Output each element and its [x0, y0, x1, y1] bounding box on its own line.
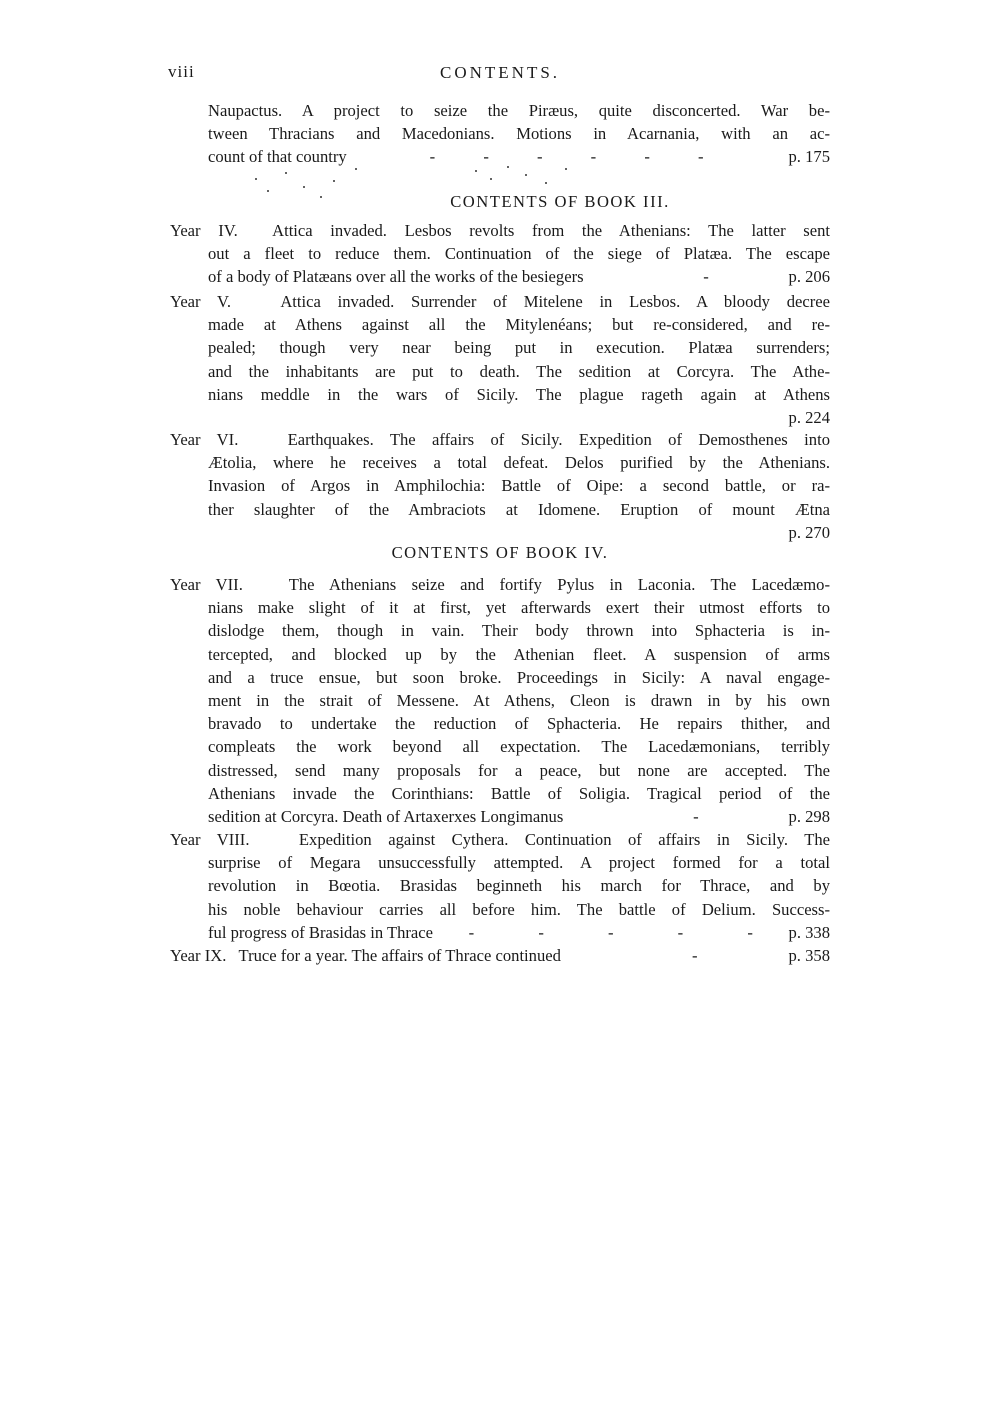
entry-line [170, 573, 830, 596]
page-ref: p. 298 [788, 806, 830, 826]
book-3-heading: CONTENTS OF BOOK III. [450, 192, 670, 211]
leader-dashes: - - - - - [468, 922, 783, 942]
speck [525, 174, 527, 176]
speck [545, 182, 547, 184]
entry-line: tercepted, and blocked up by the Athenian fleet. A suspension of arms [208, 644, 830, 664]
entry-line: Ætolia, where he receives a total defeat. Delos purified by the Athenians. [208, 453, 830, 473]
entry-line: Invasion of Argos in Amphilochia: Battle of Oipe: a second battle, or ra- [208, 476, 830, 496]
entry-line: Athenians invade the Corinthians: Battle of Soligia. Tragical period of the [208, 783, 830, 803]
page-ref: p. 175 [788, 147, 830, 167]
entry-line [170, 290, 830, 313]
entry-line: ment in the strait of Messene. At Athens, Cleon is drawn in by his own [208, 690, 830, 710]
page-number: viii [168, 62, 195, 81]
speck [333, 180, 335, 182]
entry-line: bravado to undertake the reduction of Sphacteria. He repairs thither, and [208, 714, 830, 734]
entry-line [170, 265, 830, 288]
page-ref: p. 224 [788, 407, 830, 427]
speck [255, 178, 257, 180]
entry-line: and the inhabitants are put to death. The sedition at Corcyra. The Athe- [208, 361, 830, 381]
page-ref: p. 270 [788, 522, 830, 542]
entry-year-vi [170, 428, 830, 544]
leader-dash: - [703, 267, 709, 287]
year-label: Year VII. [170, 575, 243, 594]
speck [507, 166, 509, 168]
year-label: Year VI. [170, 430, 239, 449]
speck [355, 168, 357, 170]
year-label: Year V. [170, 292, 232, 311]
entry-year-vii [170, 573, 830, 828]
entry-line [170, 921, 830, 944]
entry-line: tween Thracians and Macedonians. Motions in Acarnania, with an ac- [208, 124, 830, 144]
entry-line: surprise of Megara unsuccessfully attempted. A project formed for a total [208, 853, 830, 873]
entry-text: ful progress of Brasidas in Thrace [208, 922, 434, 942]
book-4-heading: CONTENTS OF BOOK IV. [391, 543, 609, 562]
entry-text: of a body of Platæans over all the works of the besiegers [208, 267, 584, 287]
entry-line: out a fleet to reduce them. Continuation of the siege of Platæa. The escape [208, 244, 830, 264]
entry-year-viii [170, 828, 830, 944]
entry-year-iv [170, 219, 830, 289]
entry-line: Naupactus. A project to seize the Piræus, quite disconcerted. War be- [208, 101, 830, 120]
entry-line: and a truce ensue, but soon broke. Proceedings in Sicily: A naval engage- [208, 667, 830, 687]
entry-text: The Athenians seize and fortify Pylus in Laconia. The Lacedæmo- [288, 575, 830, 594]
speck [303, 186, 305, 188]
entry-year-v [170, 290, 830, 429]
entry-line: compleats the work beyond all expectation. The Lacedæmonians, terribly [208, 737, 830, 757]
speck [475, 170, 477, 172]
entry-line: distressed, send many proposals for a peace, but none are accepted. The [208, 760, 830, 780]
year-label: Year IV. [170, 221, 238, 240]
entry-line: made at Athens against all the Mitylenéans; but re-considered, and re- [208, 315, 830, 335]
page-ref: p. 338 [788, 922, 830, 942]
speck [490, 178, 492, 180]
entry-text: Attica invaded. Lesbos revolts from the Athenians: The latter sent [272, 221, 830, 240]
running-head: CONTENTS. [440, 63, 561, 82]
entry-text: Expedition against Cythera. Continuation of affairs in Sicily. The [298, 830, 830, 849]
entry-year-ix [170, 944, 830, 967]
speck [565, 168, 567, 170]
leader-dash: - [693, 806, 699, 826]
entry-text: sedition at Corcyra. Death of Artaxerxes Longimanus [208, 806, 564, 826]
entry-line [170, 428, 830, 451]
entry-line: dislodge them, though in vain. Their body thrown into Sphacteria is in- [208, 621, 830, 641]
leader-dash: - [691, 946, 698, 965]
leader-dashes: - - - - - - [429, 147, 726, 167]
entry-line: revolution in Bœotia. Brasidas beginneth his march for Thrace, and by [208, 876, 830, 896]
entry-line [170, 219, 830, 242]
page-ref: p. 358 [788, 946, 830, 965]
continuation-entry [208, 99, 830, 169]
entry-text: count of that country [208, 147, 347, 167]
page-ref: p. 206 [788, 267, 830, 287]
entry-line [170, 828, 830, 851]
entry-line: his noble behaviour carries all before him. The battle of Delium. Success- [208, 899, 830, 919]
entry-line: nians meddle in the wars of Sicily. The plague rageth again at Athens [208, 384, 830, 404]
entry-line [170, 944, 830, 967]
entry-text: Truce for a year. The affairs of Thrace continued [238, 946, 561, 965]
year-label: Year IX. [170, 946, 227, 965]
entry-line [170, 805, 830, 828]
year-label: Year VIII. [170, 830, 250, 849]
entry-line: nians make slight of it at first, yet afterwards exert their utmost efforts to [208, 598, 830, 618]
entry-line: pealed; though very near being put in execution. Platæa surrenders; [208, 338, 830, 358]
entry-text: Earthquakes. The affairs of Sicily. Expedition of Demosthenes into [287, 430, 830, 449]
speck [285, 172, 287, 174]
entry-line: ther slaughter of the Ambraciots at Idomene. Eruption of mount Ætna [208, 499, 830, 519]
entry-text: Attica invaded. Surrender of Mitelene in Lesbos. A bloody decree [280, 292, 830, 311]
